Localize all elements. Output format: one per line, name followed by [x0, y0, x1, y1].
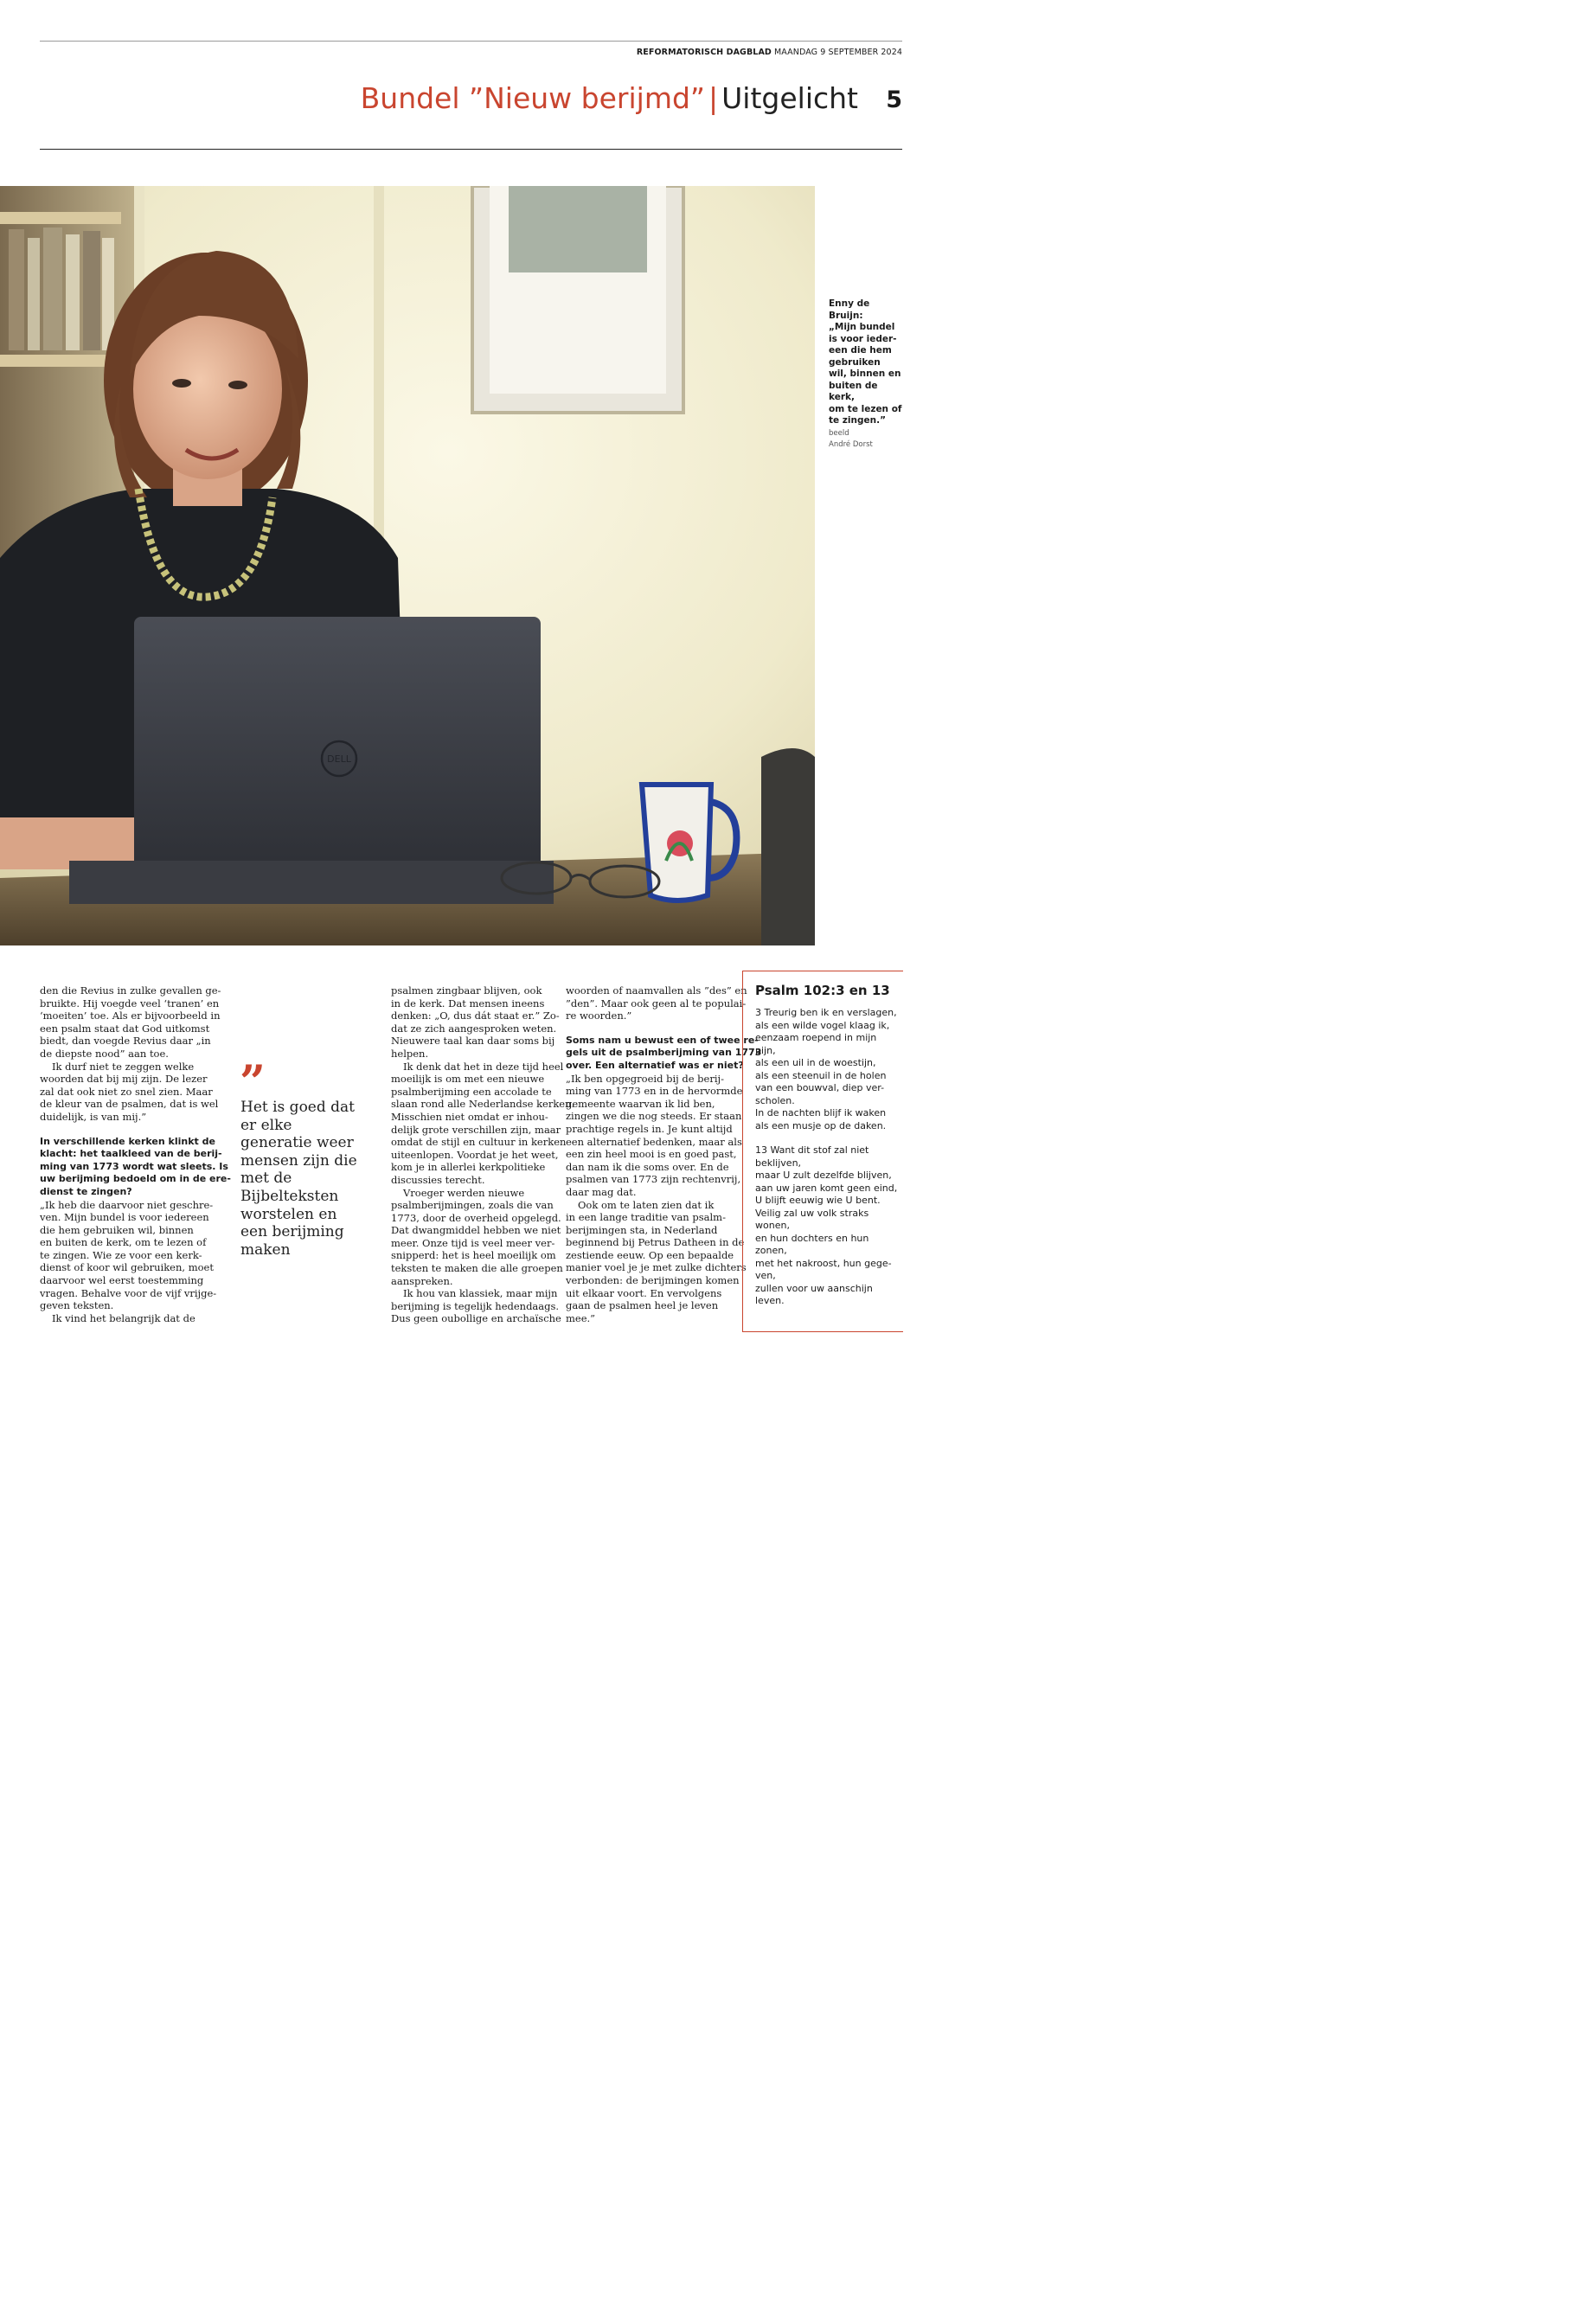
- text-line: snipperd: het is heel moeilijk om: [391, 1249, 556, 1262]
- text-line: prachtige regels in. Je kunt altijd: [566, 1122, 733, 1135]
- caption-line: Enny de Bruijn:: [829, 298, 870, 321]
- text-line: ming van 1773 en in de hervormde: [566, 1085, 743, 1098]
- header-rule: [40, 149, 902, 150]
- masthead: [637, 48, 902, 57]
- psalm-text: [755, 1007, 897, 1308]
- text-line: „Ik ben opgegroeid bij de berij-: [566, 1072, 724, 1085]
- text-line: geven teksten.: [40, 1299, 114, 1312]
- caption-line: wil, binnen en: [829, 369, 901, 379]
- text-line: een psalm staat dat God uitkomst: [40, 1022, 210, 1035]
- text-line: dan nam ik die soms over. En de: [566, 1160, 729, 1173]
- text-line: discussies terecht.: [391, 1173, 485, 1186]
- verse-line: eenzaam roepend in mijn: [755, 1032, 877, 1043]
- paragraph: [566, 1073, 761, 1199]
- text-line: de kleur van de psalmen, dat is wel: [40, 1098, 219, 1111]
- verse-line: wonen,: [755, 1220, 790, 1231]
- verse-line: zullen voor uw aanschijn: [755, 1282, 873, 1294]
- text-line: beginnend bij Petrus Datheen in de: [566, 1236, 745, 1249]
- text-line: meer. Onze tijd is veel meer ver-: [391, 1236, 555, 1249]
- paragraph-continued: [391, 1300, 574, 1325]
- text-line: moeilijk is om met een nieuwe: [391, 1073, 545, 1086]
- verse-line: Veilig zal uw volk straks: [755, 1207, 869, 1219]
- text-line: woorden dat bij mij zijn. De lezer: [40, 1073, 208, 1086]
- title-separator: |: [708, 81, 719, 115]
- verse-line: 13 Want dit stof zal niet: [755, 1144, 869, 1156]
- text-line: psalmen zingbaar blijven, ook: [391, 984, 542, 997]
- verse-line: U blijft eeuwig wie U bent.: [755, 1195, 881, 1206]
- masthead-date: MAANDAG 9 SEPTEMBER 2024: [774, 48, 902, 57]
- paragraph: [391, 1187, 574, 1200]
- text-line: bruikte. Hij voegde veel ‘tranen’ en: [40, 997, 220, 1009]
- text-line: 1773, door de overheid opgelegd.: [391, 1211, 561, 1224]
- text-line: te zingen. Wie ze voor een kerk-: [40, 1248, 202, 1261]
- paragraph-continued: [391, 1199, 574, 1287]
- text-line: daarvoor wel eerst toestemming: [40, 1274, 204, 1287]
- page-title: [361, 81, 858, 115]
- paragraph: [391, 1061, 574, 1074]
- text-line: een alternatief bedenken, maar als: [566, 1135, 742, 1148]
- verse-line: ven,: [755, 1270, 776, 1281]
- verse-line: als een wilde vogel klaag ik,: [755, 1019, 890, 1031]
- text-line: de diepste nood” aan toe.: [40, 1047, 169, 1060]
- verse-line: In de nachten blijf ik waken: [755, 1107, 887, 1118]
- text-line: verbonden: de berijmingen komen: [566, 1274, 740, 1287]
- text-line: In verschillende kerken klinkt de: [40, 1135, 215, 1147]
- text-line: Dat dwangmiddel hebben we niet: [391, 1224, 561, 1237]
- caption-line: om te lezen of: [829, 403, 902, 414]
- text-line: die hem gebruiken wil, binnen: [40, 1223, 194, 1236]
- text-line: re woorden.”: [566, 1009, 632, 1022]
- verse-line: scholen.: [755, 1094, 795, 1106]
- text-line: kom je in allerlei kerkpolitieke: [391, 1161, 546, 1174]
- text-line: den die Revius in zulke gevallen ge-: [40, 984, 221, 997]
- psalm-title: Psalm 102:3 en 13: [755, 983, 890, 998]
- text-line: dat ze zich aangesproken weten.: [391, 1022, 557, 1035]
- quote-mark-icon: ”: [240, 1056, 266, 1109]
- paragraph: [566, 1199, 761, 1212]
- text-line: aanspreken.: [391, 1274, 453, 1287]
- text-line: Dus geen oubollige en archaïsche: [391, 1312, 561, 1325]
- text-line: dienst te zingen?: [40, 1185, 132, 1197]
- verse-line: met het nakroost, hun gege-: [755, 1257, 892, 1269]
- text-line: slaan rond alle Nederlandse kerken.: [391, 1098, 575, 1111]
- text-line: manier voel je je met zulke dichters: [566, 1261, 747, 1274]
- text-line: zingen we die nog steeds. Er staan: [566, 1110, 742, 1123]
- paragraph-continued: [40, 1073, 231, 1123]
- masthead-paper: REFORMATORISCH DAGBLAD: [636, 48, 772, 57]
- verse-line: als een uil in de woestijn,: [755, 1057, 876, 1068]
- article-column-1: [40, 984, 231, 1324]
- text-line: dienst of koor wil gebruiken, moet: [40, 1261, 214, 1274]
- text-line: in de kerk. Dat mensen ineens: [391, 997, 545, 1009]
- paragraph: [40, 984, 231, 1061]
- text-line: vragen. Behalve voor de vijf vrijge-: [40, 1286, 217, 1299]
- text-line: psalmberijmingen, zoals die van: [391, 1199, 554, 1212]
- text-line: over. Een alternatief was er niet?: [566, 1059, 744, 1071]
- text-line: berijmingen sta, in Nederland: [566, 1223, 718, 1236]
- text-line: gemeente waarvan ik lid ben,: [566, 1097, 715, 1110]
- paragraph: [391, 984, 574, 1061]
- caption-line: een die hem: [829, 345, 892, 356]
- text-line: Vroeger werden nieuwe: [403, 1186, 525, 1199]
- caption-line: „Mijn bundel: [829, 322, 895, 332]
- text-line: uw berijming bedoeld om in de ere-: [40, 1173, 231, 1185]
- text-line: delijk grote verschillen zijn, maar: [391, 1123, 561, 1136]
- paragraph: [40, 1061, 231, 1074]
- caption-line-last: [829, 415, 907, 439]
- caption-credit-name: André Dorst: [829, 440, 873, 449]
- text-line: woorden of naamvallen als ”des” en: [566, 984, 747, 997]
- text-line: ”den”. Maar ook geen al te populai-: [566, 997, 747, 1009]
- text-line: klacht: het taalkleed van de berij-: [40, 1148, 222, 1160]
- text-line: ‘moeiten’ toe. Als er bijvoorbeeld in: [40, 1009, 221, 1022]
- text-line: mee.”: [566, 1311, 596, 1324]
- verse-line: pijn,: [755, 1044, 776, 1056]
- verse-line: leven.: [755, 1295, 785, 1306]
- text-line: berijming is tegelijk hedendaags.: [391, 1299, 560, 1312]
- verse-line: maar U zult dezelfde blijven,: [755, 1170, 892, 1181]
- text-line: Ik denk dat het in deze tijd heel: [403, 1060, 564, 1073]
- caption-line: buiten de kerk,: [829, 380, 878, 402]
- verse-line: aan uw jaren komt geen eind,: [755, 1182, 898, 1194]
- psalm-verse-3: [755, 1007, 897, 1132]
- photo-caption: [829, 298, 907, 452]
- verse-line: en hun dochters en hun: [755, 1232, 869, 1244]
- text-line: daar mag dat.: [566, 1185, 637, 1198]
- interview-question: [40, 1136, 231, 1199]
- page-number: 5: [886, 87, 902, 113]
- paragraph-continued: [391, 1073, 574, 1186]
- paragraph-continued: [566, 1211, 761, 1324]
- text-line: gels uit de psalmberijming van 1773: [566, 1047, 762, 1059]
- paragraph: [40, 1312, 231, 1325]
- laptop-logo: DELL: [327, 753, 351, 765]
- text-line: Ik vind het belangrijk dat de: [52, 1311, 195, 1324]
- caption-credit-label: beeld: [829, 428, 849, 438]
- verse-line: zonen,: [755, 1245, 787, 1256]
- text-line: Ik hou van klassiek, maar mijn: [403, 1287, 558, 1300]
- text-line: gaan de psalmen heel je leven: [566, 1299, 719, 1312]
- text-line: Soms nam u bewust een of twee re-: [566, 1034, 759, 1046]
- verse-line: als een steenuil in de holen: [755, 1069, 887, 1081]
- text-line: denken: „O, dus dát staat er.” Zo-: [391, 1009, 560, 1022]
- interview-question: [566, 1035, 761, 1073]
- pull-quote: Het is goed dat er elke generatie weer mensen zijn die met de Bijbelteksten worstelen en een berijming maken: [240, 1099, 357, 1259]
- paragraph: [40, 1199, 231, 1312]
- verse-line: als een musje op de daken.: [755, 1119, 887, 1131]
- verse-line: 3 Treurig ben ik en verslagen,: [755, 1007, 897, 1018]
- caption-line: is voor ieder-: [829, 333, 897, 344]
- verse-line: van een bouwval, diep ver-: [755, 1082, 885, 1093]
- text-line: ven. Mijn bundel is voor iedereen: [40, 1211, 209, 1224]
- text-line: ming van 1773 wordt wat sleets. Is: [40, 1160, 228, 1172]
- text-line: zal dat ook niet zo snel zien. Maar: [40, 1085, 213, 1098]
- portrait-photo: [0, 186, 815, 945]
- text-line: duidelijk, is van mij.”: [40, 1110, 147, 1123]
- text-line: biedt, dan voegde Revius daar „in: [40, 1035, 211, 1048]
- text-line: in een lange traditie van psalm-: [566, 1211, 726, 1224]
- article-column-4: [566, 984, 761, 1324]
- caption-line: te zingen.”: [829, 415, 886, 426]
- text-line: en buiten de kerk, om te lezen of: [40, 1236, 207, 1249]
- text-line: omdat de stijl en cultuur in kerken: [391, 1136, 567, 1149]
- text-line: uit elkaar voort. En vervolgens: [566, 1286, 722, 1299]
- text-line: „Ik heb die daarvoor niet geschre-: [40, 1198, 214, 1211]
- text-line: uiteenlopen. Voordat je het weet,: [391, 1148, 559, 1161]
- text-line: psalmen van 1773 zijn rechtenvrij,: [566, 1173, 741, 1186]
- text-line: helpen.: [391, 1047, 429, 1060]
- article-title: Bundel ”Nieuw berijmd”: [360, 81, 706, 115]
- section-name: Uitgelicht: [721, 81, 858, 115]
- text-line: een zin heel mooi is en goed past,: [566, 1148, 737, 1161]
- text-line: Misschien niet omdat er inhou-: [391, 1110, 548, 1123]
- verse-line: beklijven,: [755, 1157, 802, 1169]
- text-line: teksten te maken die alle groepen: [391, 1262, 563, 1275]
- article-column-3: [391, 984, 574, 1325]
- caption-line: gebruiken: [829, 356, 881, 368]
- paragraph: [391, 1287, 574, 1300]
- text-line: zestiende eeuw. Op een bepaalde: [566, 1248, 734, 1261]
- psalm-verse-13: [755, 1144, 897, 1308]
- paragraph: [566, 984, 761, 1022]
- text-line: Ik durf niet te zeggen welke: [52, 1060, 195, 1073]
- text-line: psalmberijming een accolade te: [391, 1085, 552, 1098]
- text-line: Ook om te laten zien dat ik: [578, 1198, 715, 1211]
- text-line: Nieuwere taal kan daar soms bij: [391, 1035, 555, 1048]
- top-rule: [40, 41, 902, 42]
